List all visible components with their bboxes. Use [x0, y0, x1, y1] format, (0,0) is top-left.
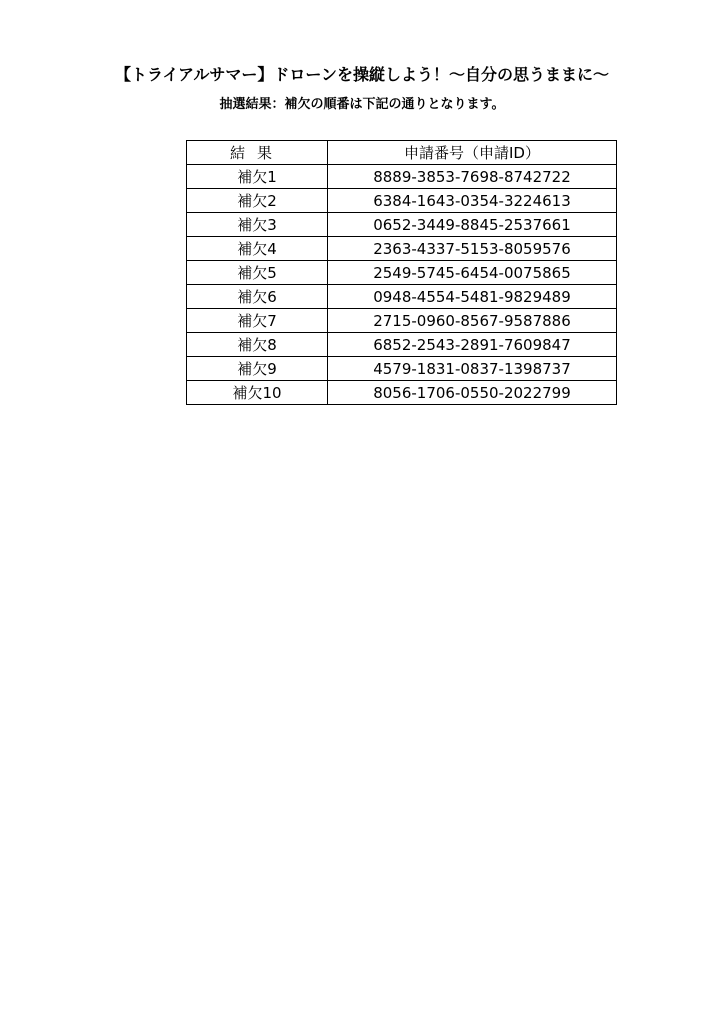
result-cell: 補欠3 [187, 213, 328, 237]
application-number-cell: 4579-1831-0837-1398737 [328, 357, 617, 381]
table-row [187, 165, 617, 189]
result-cell: 補欠4 [187, 237, 328, 261]
table-row [187, 213, 617, 237]
table-row [187, 357, 617, 381]
application-number-cell: 6384-1643-0354-3224613 [328, 189, 617, 213]
table-row [187, 381, 617, 405]
application-number-cell: 0948-4554-5481-9829489 [328, 285, 617, 309]
application-number-cell: 2363-4337-5153-8059576 [328, 237, 617, 261]
results-table [186, 140, 617, 405]
header-result: 結果 [187, 141, 328, 165]
table-row [187, 333, 617, 357]
application-number-cell: 6852-2543-2891-7609847 [328, 333, 617, 357]
header-application-number: 申請番号（申請ID） [328, 141, 617, 165]
table-header-row [187, 141, 617, 165]
application-number-cell: 8889-3853-7698-8742722 [328, 165, 617, 189]
result-cell: 補欠6 [187, 285, 328, 309]
application-number-cell: 0652-3449-8845-2537661 [328, 213, 617, 237]
table-row [187, 189, 617, 213]
result-cell: 補欠7 [187, 309, 328, 333]
application-number-cell: 2549-5745-6454-0075865 [328, 261, 617, 285]
application-number-cell: 2715-0960-8567-9587886 [328, 309, 617, 333]
result-cell: 補欠10 [187, 381, 328, 405]
table-row [187, 237, 617, 261]
table-row [187, 309, 617, 333]
result-cell: 補欠1 [187, 165, 328, 189]
result-cell: 補欠9 [187, 357, 328, 381]
result-cell: 補欠2 [187, 189, 328, 213]
table-row [187, 261, 617, 285]
application-number-cell: 8056-1706-0550-2022799 [328, 381, 617, 405]
document-title: 【トライアルサマー】ドローンを操縦しよう！～自分の思うままに～ [114, 65, 610, 84]
table-row [187, 285, 617, 309]
document-subtitle: 抽選結果：補欠の順番は下記の通りとなります。 [219, 97, 505, 112]
result-cell: 補欠5 [187, 261, 328, 285]
result-cell: 補欠8 [187, 333, 328, 357]
